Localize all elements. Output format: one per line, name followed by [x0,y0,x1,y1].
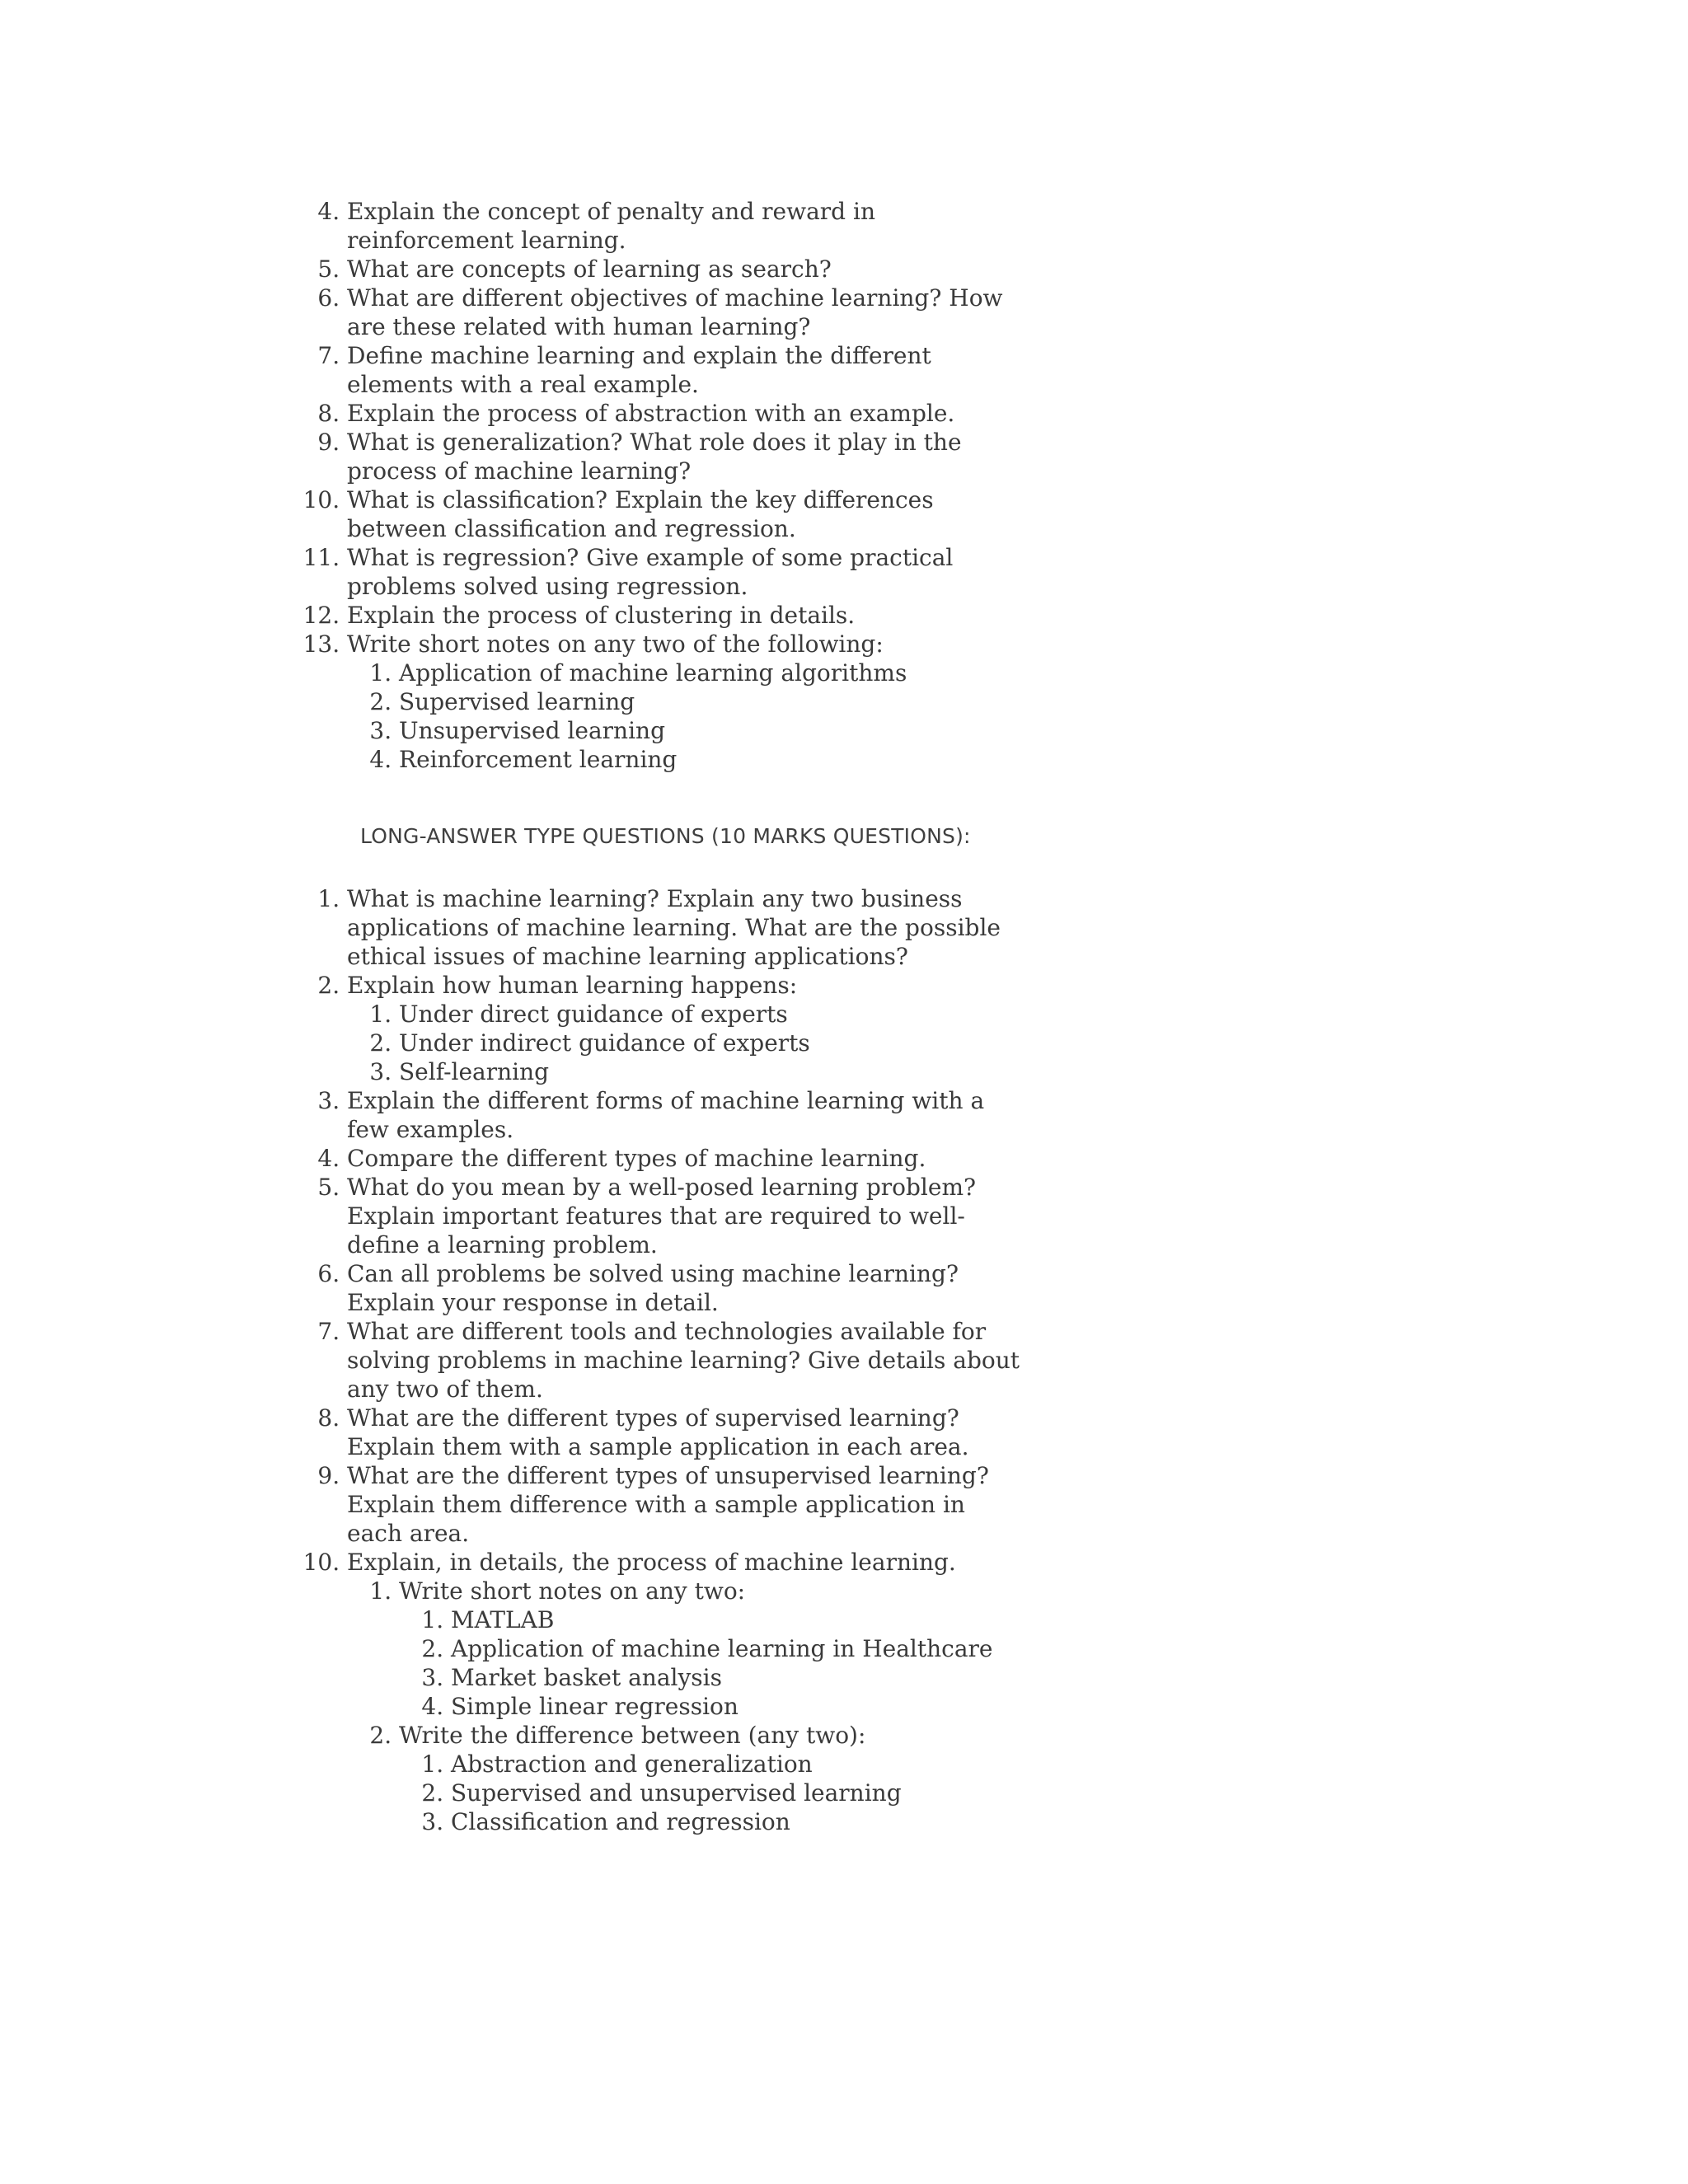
long-question-10 [347,1548,1023,1836]
question-13 [347,630,1023,774]
question-11 [347,543,1023,601]
list-item [451,1750,1023,1779]
option-text: Supervised and unsupervised learning [451,1779,902,1807]
part-text: Write short notes on any two: [399,1577,746,1605]
list-item [451,1634,1023,1663]
question-5 [347,255,1023,284]
question-text: Write short notes on any two of the following: [347,630,884,658]
question-7 [347,341,1023,399]
part-text: Write the difference between (any two): [399,1722,866,1749]
question-12 [347,601,1023,630]
option-text: Reinforcement learning [399,746,678,773]
question-text: What are the different types of supervised learning? Explain them with a sample application in each area. [347,1404,969,1460]
long-question-9 [347,1461,1023,1548]
list-item [451,1663,1023,1692]
question-8 [347,399,1023,428]
question-4 [347,197,1023,255]
list-item [451,1692,1023,1721]
option-text: MATLAB [451,1606,555,1633]
list-item [451,1779,1023,1807]
option-text: Application of machine learning in Healthcare [451,1635,993,1662]
question-9 [347,428,1023,485]
short-notes-options [399,1605,1023,1721]
question-text: What is regression? Give example of some practical problems solved using regression. [347,544,954,600]
question-text: Explain, in details, the process of machine learning. [347,1549,956,1576]
option-text: Application of machine learning algorithms [399,659,907,687]
question-text: What are different tools and technologies available for solving problems in machine learning? Give details about any two of them. [347,1318,1020,1403]
difference-options [399,1750,1023,1836]
option-text: Classification and regression [451,1808,790,1835]
question-text: What are different objectives of machine learning? How are these related with human learning? [347,284,1003,340]
question-text: What is classification? Explain the key differences between classification and regression. [347,486,934,542]
question-10 [347,485,1023,543]
long-question-2-options [347,1000,1023,1086]
long-question-7 [347,1317,1023,1404]
list-item [399,1721,1023,1836]
question-6 [347,284,1023,341]
question-text: What are concepts of learning as search? [347,255,832,283]
question-text: Explain the different forms of machine learning with a few examples. [347,1087,985,1143]
long-question-2 [347,971,1023,1086]
question-text: Define machine learning and explain the different elements with a real example. [347,342,931,398]
question-text: What are the different types of unsupervised learning? Explain them difference with a sample application in each area. [347,1462,989,1547]
question-13-options [347,658,1023,774]
long-answer-heading: LONG-ANSWER TYPE QUESTIONS (10 MARKS QUESTIONS): [360,824,971,848]
question-text: What is machine learning? Explain any two business applications of machine learning. What are the possible ethical issues of machine learning applications? [347,885,1001,970]
list-item [399,1029,1023,1057]
option-text: Under indirect guidance of experts [399,1029,810,1057]
option-text: Under direct guidance of experts [399,1001,788,1028]
list-item [451,1605,1023,1634]
list-item [399,1577,1023,1721]
long-question-list [347,884,1023,1836]
option-text: Supervised learning [399,688,635,715]
question-text: What is generalization? What role does it play in the process of machine learning? [347,429,962,485]
long-question-8 [347,1404,1023,1461]
list-item [399,687,1023,716]
option-text: Simple linear regression [451,1693,738,1720]
list-item [399,658,1023,687]
option-text: Self-learning [399,1058,550,1085]
question-text: Explain the process of abstraction with an example. [347,400,955,427]
list-item [399,1057,1023,1086]
list-item [399,716,1023,745]
option-text: Unsupervised learning [399,717,665,744]
long-question-6 [347,1259,1023,1317]
long-question-4 [347,1144,1023,1173]
question-text: Explain the concept of penalty and reward in reinforcement learning. [347,198,875,254]
question-text: What do you mean by a well-posed learning problem? Explain important features that are required to well-define a learning problem. [347,1174,977,1258]
list-item [399,1000,1023,1029]
long-question-5 [347,1173,1023,1259]
long-question-3 [347,1086,1023,1144]
question-text: Explain how human learning happens: [347,972,798,999]
option-text: Market basket analysis [451,1664,722,1691]
question-text: Explain the process of clustering in details. [347,602,856,629]
list-item [399,745,1023,774]
long-question-10-parts [347,1577,1023,1836]
list-item [451,1807,1023,1836]
long-question-1 [347,884,1023,971]
short-question-list [347,197,1023,774]
question-text: Can all problems be solved using machine learning? Explain your response in detail. [347,1260,959,1316]
question-text: Compare the different types of machine learning. [347,1145,926,1172]
option-text: Abstraction and generalization [451,1750,813,1778]
